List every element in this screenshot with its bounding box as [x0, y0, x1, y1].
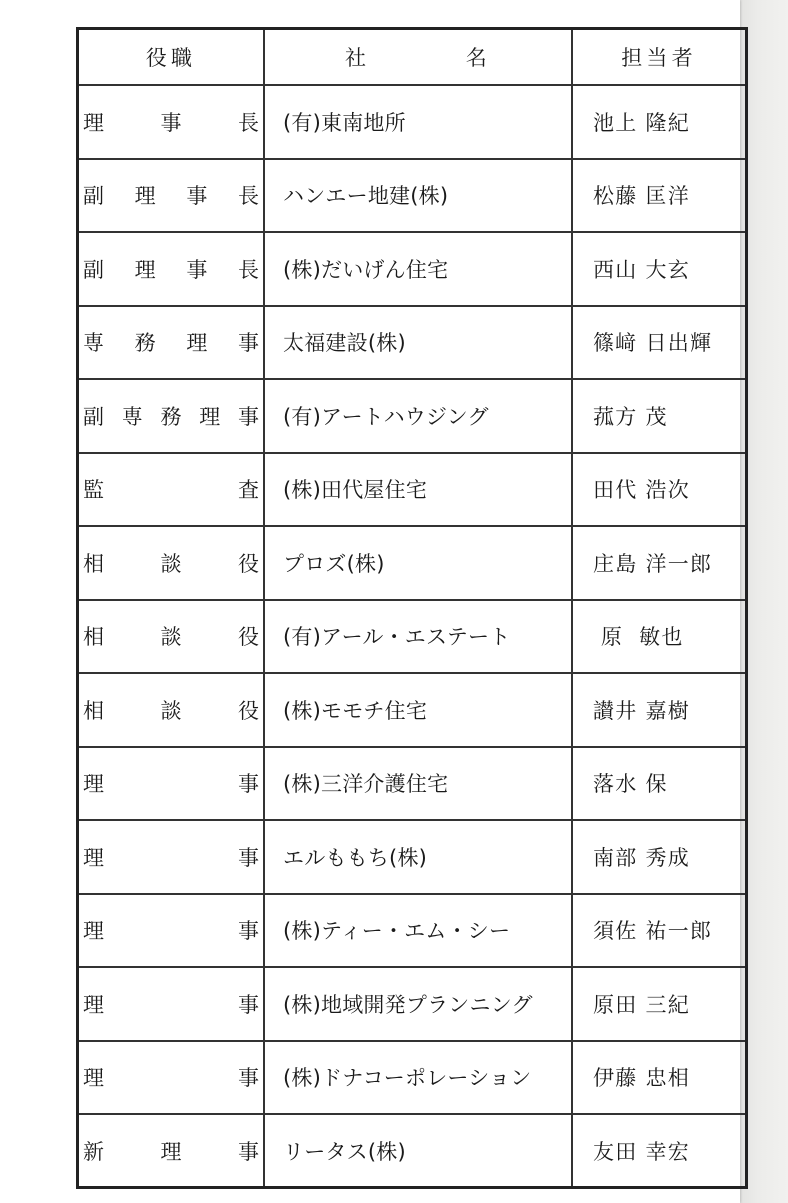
company-name: ハンエー地建(株)	[283, 184, 449, 209]
company-name: (有)アール・エステート	[283, 625, 511, 650]
person-cell	[572, 1041, 747, 1115]
person-name: 池上 隆紀	[593, 110, 690, 135]
role-text: 理 事	[83, 919, 259, 944]
person-name: 庄島 洋一郎	[593, 551, 713, 576]
company-cell	[264, 159, 572, 233]
company-cell	[264, 894, 572, 968]
company-name: エルももち(株)	[283, 845, 428, 870]
role-cell-content	[79, 107, 263, 137]
company-cell	[264, 747, 572, 821]
role-cell	[78, 967, 265, 1041]
role-text: 副 理 事 長	[83, 184, 259, 209]
role-cell-content	[79, 695, 263, 725]
role-cell	[78, 232, 265, 306]
role-cell	[78, 747, 265, 821]
table-row	[78, 379, 747, 453]
table-row	[78, 820, 747, 894]
company-name: 太福建設(株)	[283, 331, 406, 356]
person-cell	[572, 453, 747, 527]
person-name: 南部 秀成	[593, 845, 690, 870]
table-row	[78, 306, 747, 380]
person-cell	[572, 820, 747, 894]
header-role: 役職	[78, 29, 265, 86]
table-row	[78, 85, 747, 159]
person-name: 讃井 嘉樹	[593, 698, 690, 723]
company-cell	[264, 306, 572, 380]
role-cell-content	[79, 768, 263, 798]
company-cell	[264, 1114, 572, 1188]
table-row	[78, 159, 747, 233]
company-name: (株)ティー・エム・シー	[283, 919, 511, 944]
person-name: 菰方 茂	[593, 404, 668, 429]
person-name: 松藤 匡洋	[593, 184, 690, 209]
header-company-text: 社 名	[345, 46, 491, 70]
role-text: 副 専 務 理 事	[83, 404, 259, 429]
header-person: 担当者	[572, 29, 747, 86]
person-name: 友田 幸宏	[593, 1139, 690, 1164]
company-cell	[264, 453, 572, 527]
company-cell	[264, 967, 572, 1041]
company-name: (株)地域開発プランニング	[283, 992, 533, 1017]
role-text: 新 理 事	[83, 1139, 259, 1164]
role-cell-content	[79, 1062, 263, 1092]
role-cell	[78, 820, 265, 894]
role-cell	[78, 1041, 265, 1115]
role-cell-content	[79, 327, 263, 357]
role-cell-content	[79, 1136, 263, 1166]
role-cell-content	[79, 254, 263, 284]
company-name: (株)モモチ住宅	[283, 698, 428, 723]
role-text: 相 談 役	[83, 698, 259, 723]
company-name: (有)アートハウジング	[283, 404, 489, 429]
role-text: 理 事	[83, 1066, 259, 1091]
company-cell	[264, 820, 572, 894]
role-cell	[78, 894, 265, 968]
company-cell	[264, 85, 572, 159]
role-cell-content	[79, 621, 263, 651]
person-cell	[572, 526, 747, 600]
person-name: 原 敏也	[593, 625, 684, 650]
role-cell	[78, 673, 265, 747]
role-cell-content	[79, 915, 263, 945]
person-cell	[572, 673, 747, 747]
person-cell	[572, 306, 747, 380]
role-text: 監 査	[83, 478, 259, 503]
role-cell-content	[79, 842, 263, 872]
table-body	[78, 85, 747, 1188]
person-name: 原田 三紀	[593, 992, 690, 1017]
company-cell	[264, 1041, 572, 1115]
role-cell-content	[79, 548, 263, 578]
role-cell	[78, 379, 265, 453]
role-cell	[78, 453, 265, 527]
company-name: (株)ドナコーポレーション	[283, 1066, 532, 1091]
role-cell	[78, 306, 265, 380]
person-cell	[572, 747, 747, 821]
role-cell	[78, 600, 265, 674]
person-name: 落水 保	[593, 772, 668, 797]
table-header-row	[78, 29, 747, 86]
person-name: 篠﨑 日出輝	[593, 331, 713, 356]
company-cell	[264, 600, 572, 674]
table-row	[78, 1114, 747, 1188]
person-cell	[572, 85, 747, 159]
role-cell	[78, 85, 265, 159]
company-name: (株)田代屋住宅	[283, 478, 428, 503]
table-row	[78, 894, 747, 968]
role-cell	[78, 526, 265, 600]
role-cell-content	[79, 401, 263, 431]
table-row	[78, 1041, 747, 1115]
role-text: 理 事 長	[83, 110, 259, 135]
header-company	[264, 29, 572, 86]
person-cell	[572, 159, 747, 233]
person-cell	[572, 600, 747, 674]
person-cell	[572, 1114, 747, 1188]
company-name: プロズ(株)	[283, 551, 385, 576]
officer-roster-table	[76, 27, 748, 1189]
role-text: 相 談 役	[83, 625, 259, 650]
company-cell	[264, 232, 572, 306]
company-cell	[264, 673, 572, 747]
table-row	[78, 232, 747, 306]
role-text: 理 事	[83, 845, 259, 870]
person-name: 須佐 祐一郎	[593, 919, 713, 944]
person-cell	[572, 894, 747, 968]
table-row	[78, 747, 747, 821]
person-cell	[572, 232, 747, 306]
role-cell	[78, 159, 265, 233]
role-text: 副 理 事 長	[83, 257, 259, 282]
role-cell-content	[79, 180, 263, 210]
person-cell	[572, 379, 747, 453]
role-cell-content	[79, 474, 263, 504]
role-text: 相 談 役	[83, 551, 259, 576]
table-row	[78, 526, 747, 600]
company-name: リータス(株)	[283, 1139, 406, 1164]
role-text: 専 務 理 事	[83, 331, 259, 356]
person-cell	[572, 967, 747, 1041]
company-name: (株)三洋介護住宅	[283, 772, 449, 797]
role-text: 理 事	[83, 772, 259, 797]
company-cell	[264, 526, 572, 600]
role-text: 理 事	[83, 992, 259, 1017]
person-name: 田代 浩次	[593, 478, 690, 503]
table-row	[78, 673, 747, 747]
table-row	[78, 453, 747, 527]
role-cell-content	[79, 989, 263, 1019]
person-name: 西山 大玄	[593, 257, 690, 282]
person-name: 伊藤 忠相	[593, 1066, 690, 1091]
company-cell	[264, 379, 572, 453]
table-row	[78, 967, 747, 1041]
company-name: (有)東南地所	[283, 110, 406, 135]
company-name: (株)だいげん住宅	[283, 257, 449, 282]
table-row	[78, 600, 747, 674]
role-cell	[78, 1114, 265, 1188]
